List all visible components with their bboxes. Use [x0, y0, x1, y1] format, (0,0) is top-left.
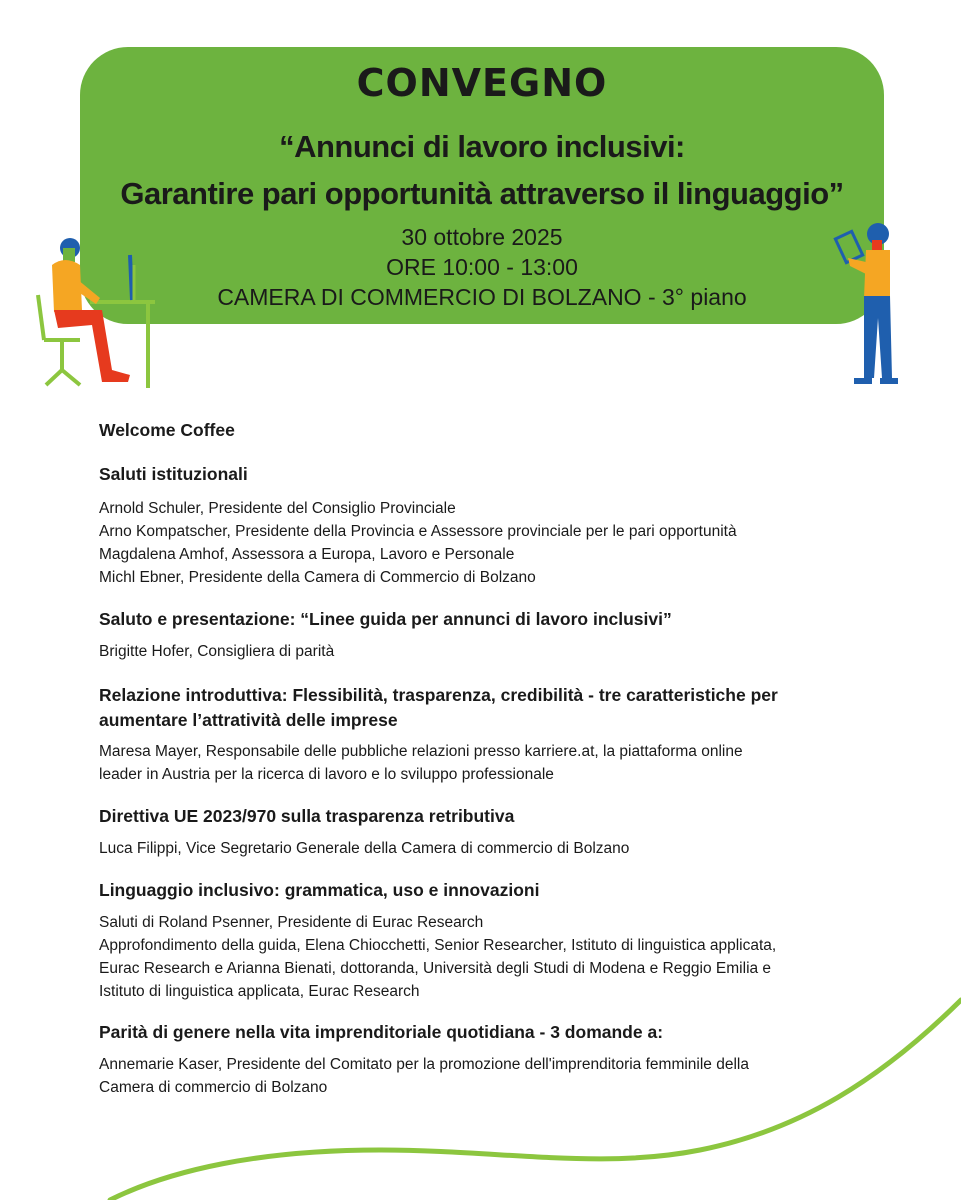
speaker-line: leader in Austria per la ricerca di lavoro e lo sviluppo professionale [99, 766, 554, 783]
linguaggio-speakers [99, 911, 879, 1003]
person-at-computer-illustration [30, 230, 170, 395]
section-welcome [99, 418, 879, 443]
speaker-line: Saluti di Roland Psenner, Presidente di Eurac Research [99, 914, 484, 931]
program [99, 418, 879, 1099]
speaker-line: Camera di commercio di Bolzano [99, 1079, 328, 1096]
speaker-line: Arnold Schuler, Presidente del Consiglio Provinciale [99, 500, 456, 517]
presentazione-speakers [99, 640, 879, 663]
speaker-line: Annemarie Kaser, Presidente del Comitato per la promozione dell'imprenditoria femminile della [99, 1056, 749, 1073]
header-banner [80, 47, 884, 324]
event-venue: CAMERA DI COMMERCIO DI BOLZANO - 3° piano [217, 284, 747, 310]
section-linguaggio [99, 878, 879, 1003]
relazione-heading-line-1: Relazione introduttiva: Flessibilità, trasparenza, credibilità - tre caratteristiche per [99, 685, 778, 705]
section-direttiva [99, 804, 879, 860]
saluti-heading: Saluti istituzionali [99, 464, 248, 484]
welcome-heading: Welcome Coffee [99, 420, 235, 440]
parita-heading: Parità di genere nella vita imprenditoriale quotidiana - 3 domande a: [99, 1022, 664, 1042]
speaker-line: Eurac Research e Arianna Bienati, dottoranda, Università degli Studi di Modena e Reggio Emilia e [99, 960, 772, 977]
speaker-line: Magdalena Amhof, Assessora a Europa, Lavoro e Personale [99, 546, 515, 563]
speaker-line: Michl Ebner, Presidente della Camera di Commercio di Bolzano [99, 569, 536, 586]
section-presentazione [99, 607, 879, 663]
relazione-heading [99, 683, 879, 733]
event-date: 30 ottobre 2025 [401, 224, 563, 250]
section-relazione [99, 683, 879, 786]
event-subtitle [80, 123, 884, 217]
section-saluti [99, 462, 879, 589]
direttiva-heading: Direttiva UE 2023/970 sulla trasparenza retributiva [99, 806, 515, 826]
event-type-title: CONVEGNO [356, 61, 608, 105]
saluti-speakers [99, 497, 879, 589]
direttiva-speakers [99, 837, 879, 860]
subtitle-line-1: “Annunci di lavoro inclusivi: [279, 129, 685, 164]
speaker-line: Brigitte Hofer, Consigliera di parità [99, 643, 335, 660]
subtitle-line-2: Garantire pari opportunità attraverso il linguaggio” [120, 176, 844, 211]
relazione-speakers [99, 740, 879, 786]
speaker-line: Luca Filippi, Vice Segretario Generale della Camera di commercio di Bolzano [99, 840, 630, 857]
speaker-line: Istituto di linguistica applicata, Eurac Research [99, 983, 420, 1000]
event-info [80, 222, 884, 312]
linguaggio-heading: Linguaggio inclusivo: grammatica, uso e innovazioni [99, 880, 540, 900]
speaker-line: Maresa Mayer, Responsabile delle pubbliche relazioni presso karriere.at, la piattaforma online [99, 743, 743, 760]
presentazione-heading: Saluto e presentazione: “Linee guida per annunci di lavoro inclusivi” [99, 609, 672, 629]
speaker-line: Approfondimento della guida, Elena Chiocchetti, Senior Researcher, Istituto di linguistica applicata, [99, 937, 777, 954]
person-with-tablet-illustration [830, 218, 910, 393]
parita-speakers [99, 1053, 879, 1099]
relazione-heading-line-2: aumentare l’attratività delle imprese [99, 710, 398, 730]
speaker-line: Arno Kompatscher, Presidente della Provincia e Assessore provinciale per le pari opportunità [99, 523, 737, 540]
event-time: ORE 10:00 - 13:00 [386, 254, 578, 280]
section-parita [99, 1020, 879, 1099]
